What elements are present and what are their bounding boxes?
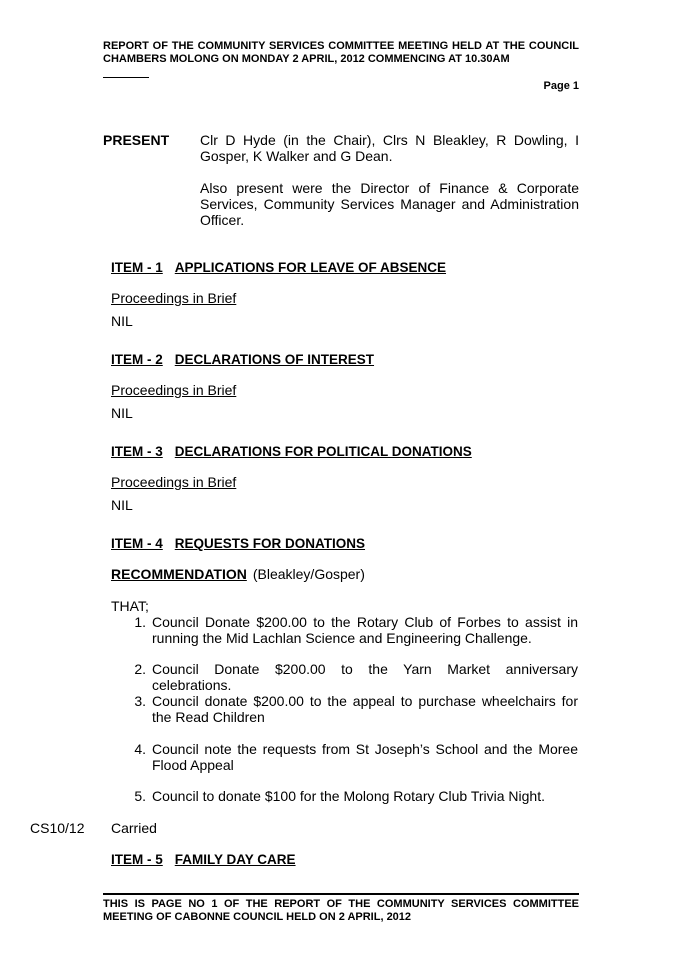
item-4-title: REQUESTS FOR DONATIONS — [174, 536, 366, 551]
point-4-text: Council note the requests from St Joseph’s School and the Moree Flood Appeal — [152, 741, 578, 773]
item-1-heading — [111, 260, 446, 275]
point-3-number: 3. — [134, 693, 146, 709]
item-5-number: ITEM - 5 — [111, 852, 163, 867]
point-3-text: Council donate $200.00 to the appeal to purchase wheelchairs for the Read Children — [152, 693, 578, 725]
point-2-number: 2. — [134, 661, 146, 677]
item-5-heading — [111, 852, 296, 867]
item-2-subheading: Proceedings in Brief — [111, 382, 237, 398]
page-number: Page 1 — [543, 80, 579, 92]
point-1-number: 1. — [134, 614, 146, 630]
item-2-heading — [111, 352, 374, 367]
item-1-subheading: Proceedings in Brief — [111, 290, 237, 306]
also-present: Also present were the Director of Finance & Corporate Services, Community Services Manager and Administration Officer. — [200, 180, 579, 228]
item-5-title: FAMILY DAY CARE — [174, 852, 296, 867]
item-3-heading — [111, 444, 472, 459]
point-4-number: 4. — [134, 741, 146, 757]
item-3-title: DECLARATIONS FOR POLITICAL DONATIONS — [174, 444, 472, 459]
point-5-number: 5. — [134, 788, 146, 804]
header-underline — [103, 77, 149, 78]
item-1-body: NIL — [111, 313, 133, 329]
footer-text: THIS IS PAGE NO 1 OF THE REPORT OF THE COMMUNITY SERVICES COMMITTEE MEETING OF CABONNE COUNCIL HELD ON 2 APRIL, 2012 — [103, 898, 579, 923]
item-3-body: NIL — [111, 497, 133, 513]
recommendation-intro: THAT; — [111, 598, 149, 614]
present-label: PRESENT — [103, 132, 170, 148]
point-2-text: Council Donate $200.00 to the Yarn Market anniversary celebrations. — [152, 661, 578, 693]
item-4-heading — [111, 536, 365, 551]
item-1-title: APPLICATIONS FOR LEAVE OF ABSENCE — [174, 260, 447, 275]
recommendation-movers: (Bleakley/Gosper) — [252, 566, 365, 582]
item-2-body: NIL — [111, 405, 133, 421]
resolution-number: CS10/12 — [30, 820, 85, 836]
item-4-number: ITEM - 4 — [111, 536, 163, 551]
point-1-text: Council Donate $200.00 to the Rotary Club of Forbes to assist in running the Mid Lachlan Science and Engineering Challenge. — [152, 614, 578, 646]
point-5-text: Council to donate $100 for the Molong Rotary Club Trivia Night. — [152, 788, 545, 804]
item-3-subheading: Proceedings in Brief — [111, 474, 237, 490]
recommendation-line — [111, 566, 365, 582]
resolution-outcome: Carried — [111, 820, 157, 836]
report-header-title: REPORT OF THE COMMUNITY SERVICES COMMITTEE MEETING HELD AT THE COUNCIL CHAMBERS MOLONG ON MONDAY 2 APRIL, 2012 COMMENCING AT 10.30AM — [103, 40, 579, 65]
item-3-number: ITEM - 3 — [111, 444, 163, 459]
item-2-title: DECLARATIONS OF INTEREST — [174, 352, 375, 367]
recommendation-label: RECOMMENDATION — [111, 566, 247, 582]
item-1-number: ITEM - 1 — [111, 260, 163, 275]
present-members: Clr D Hyde (in the Chair), Clrs N Bleakley, R Dowling, I Gosper, K Walker and G Dean. — [200, 132, 579, 164]
footer-rule — [103, 893, 579, 895]
item-2-number: ITEM - 2 — [111, 352, 163, 367]
